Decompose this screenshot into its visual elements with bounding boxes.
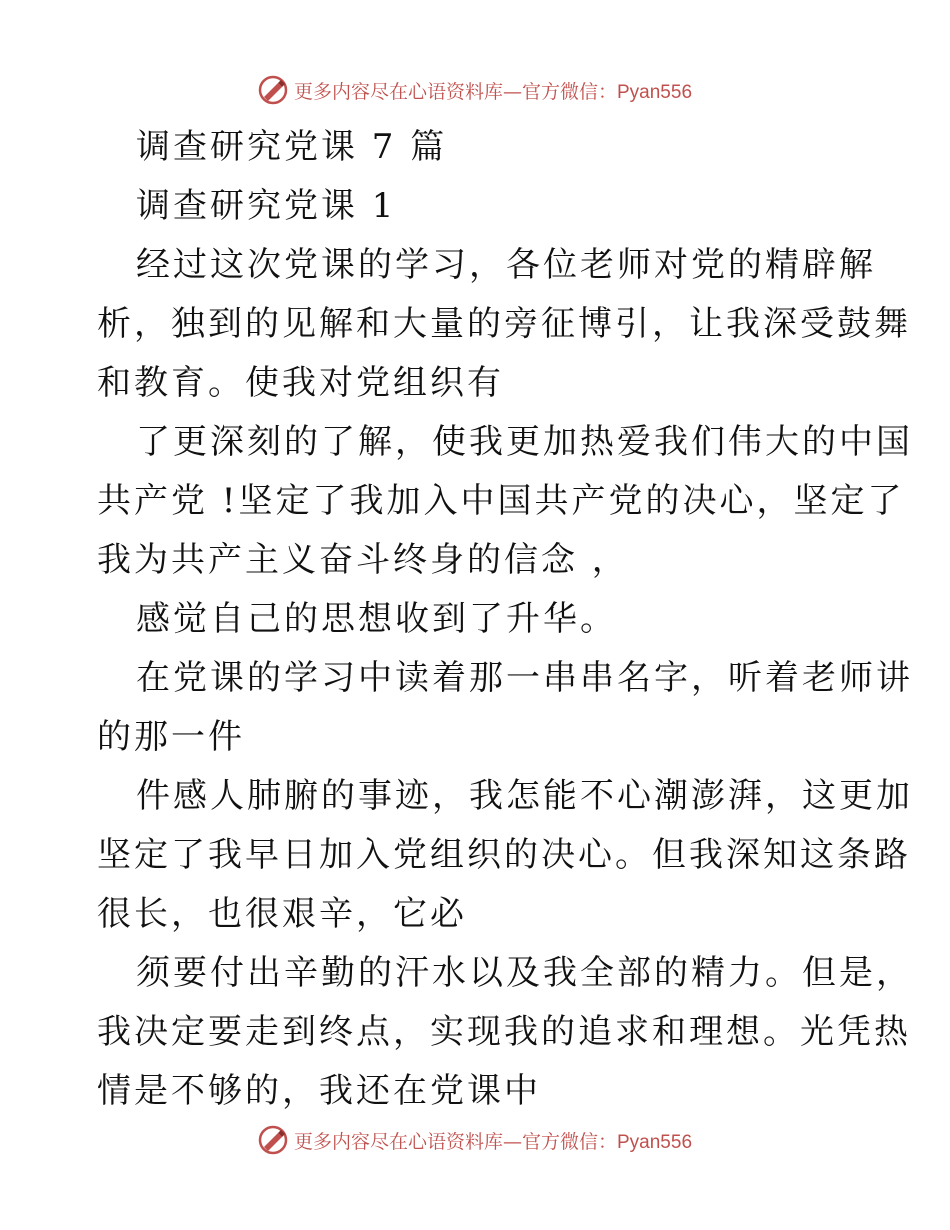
- doc-title: 调查研究党课 7 篇: [136, 127, 448, 167]
- header-watermark-brand: Pyan556: [617, 81, 693, 103]
- paragraph-line: 和教育。使我对党组织有: [97, 363, 504, 403]
- paragraph-line: 情是不够的，我还在党课中: [97, 1071, 541, 1111]
- header-watermark-main: 更多内容尽在心语资料库—官方微信：: [293, 80, 617, 103]
- footer-watermark-main: 更多内容尽在心语资料库—官方微信：: [293, 1130, 617, 1153]
- paragraph-line: 件感人肺腑的事迹，我怎能不心潮澎湃，这更加: [136, 776, 913, 816]
- paragraph-line: 析，独到的见解和大量的旁征博引，让我深受鼓舞: [97, 304, 911, 344]
- paragraph-line: 经过这次党课的学习，各位老师对党的精辟解: [136, 245, 876, 285]
- paragraph-line: 我决定要走到终点，实现我的追求和理想。光凭热: [97, 1012, 911, 1052]
- paragraph-line: 坚定了我早日加入党组织的决心。但我深知这条路: [97, 835, 911, 875]
- footer-watermark: [0, 1120, 950, 1160]
- footer-watermark-text: [294, 1127, 692, 1154]
- paragraph-line: 须要付出辛勤的汗水以及我全部的精力。但是，: [136, 953, 913, 993]
- pen-logo-icon: [258, 75, 288, 105]
- section-heading: 调查研究党课 1: [136, 186, 397, 226]
- paragraph-line: 很长，也很艰辛，它必: [97, 894, 467, 934]
- pen-logo-icon: [258, 1125, 288, 1155]
- paragraph-line: 我为共产主义奋斗终身的信念 ，: [97, 540, 629, 580]
- header-watermark-text: [294, 77, 692, 104]
- paragraph-line: 共产党 !坚定了我加入中国共产党的决心，坚定了: [97, 481, 905, 521]
- paragraph-line: 在党课的学习中读着那一串串名字，听着老师讲: [136, 658, 913, 698]
- document-body: [97, 118, 913, 1121]
- paragraph-line: 了更深刻的了解，使我更加热爱我们伟大的中国: [136, 422, 913, 462]
- footer-watermark-brand: Pyan556: [617, 1131, 693, 1153]
- paragraph-line: 感觉自己的思想收到了升华。: [136, 599, 617, 639]
- header-watermark: [0, 70, 950, 110]
- paragraph-line: 的那一件: [97, 717, 245, 757]
